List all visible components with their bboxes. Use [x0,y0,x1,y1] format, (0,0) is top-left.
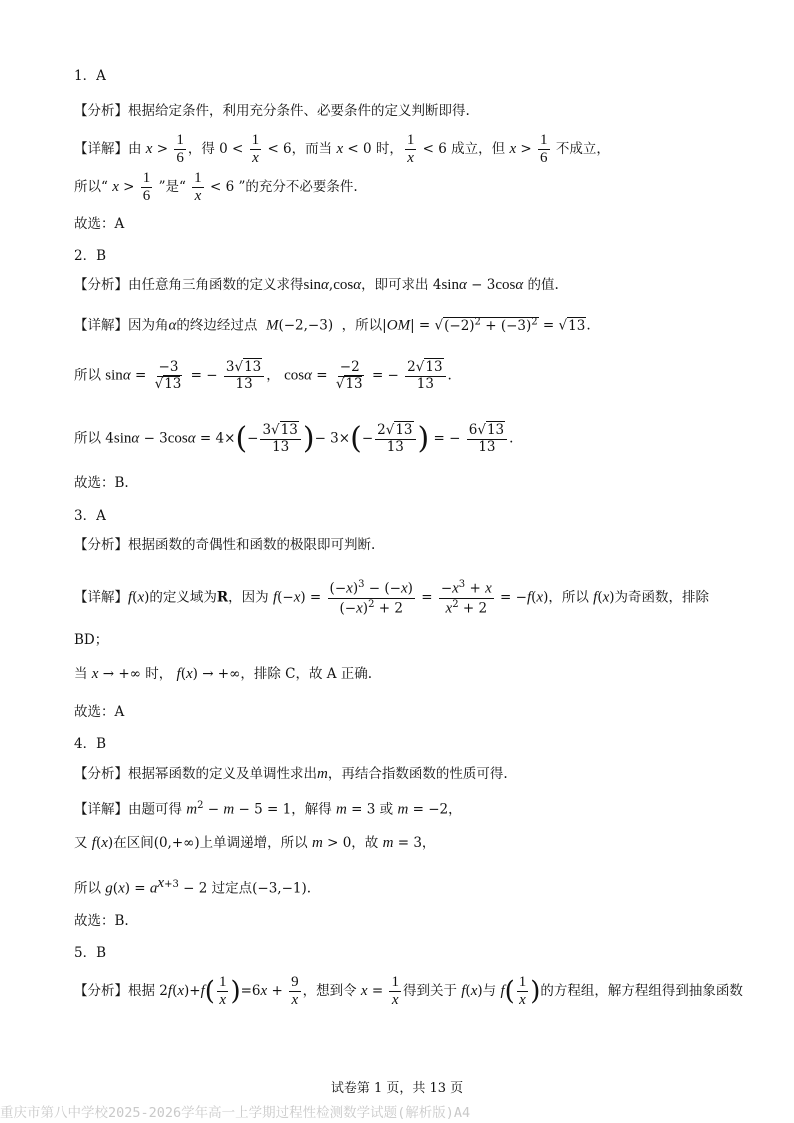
q2-header: 2．B [74,248,107,264]
q1-conclusion: 所以“ x > $\frac{1}{6}$ ”是“ $\frac{1}{x}$ < 6 ”的充分不必要条件. [74,170,358,204]
q3-answer: 故选：A [74,704,125,720]
q2-detail-label: 【详解】 [74,317,128,334]
q4-detail: 【详解】由题可得 $m^2 - m - 5 = 1$，解得 m = 3 或 m = −2， [74,800,462,818]
q1-detail-label: 【详解】 [74,141,128,157]
q1-analysis: 【分析】根据给定条件，利用充分条件、必要条件的定义判断即得. [74,103,470,119]
page-footer: 试卷第 1 页，共 13 页 [330,1081,464,1096]
q2-analysis: 【分析】由任意角三角函数的定义求得sinα,cosα，即可求出 4sinα − 3cosα 的值. [74,277,559,293]
q3-detail-label: 【详解】 [74,589,128,606]
q2-value: 所以 4sinα − 3cosα = 4×(− $\frac{3√13}{13}$ )− 3×(− $\frac{2√13}{13}$ ) = − $\frac{6√13}{13}$ . [74,421,514,456]
q4-point: 所以 $g(x) = a^{x+3} - 2$ 过定点(−3,−1). [74,875,312,897]
q4-header: 4．B [74,736,107,752]
q4-analysis-prefix: 【分析】根据幂函数的定义及单调性求出 [74,766,317,782]
q4-detail-label: 【详解】 [74,801,128,818]
q3-header: 3．A [74,508,106,524]
q5-analysis-prefix: 【分析】根据 [74,983,155,999]
source-watermark: 重庆市第八中学校2025-2026学年高一上学期过程性检测数学试题(解析版)A4 [0,1105,471,1121]
q4-monotone: 又 f(x)在区间(0,+∞)上单调递增，所以 m > 0，故 m = 3， [74,835,436,851]
q3-detail: 【详解】f(x)的定义域为R，因为 f(−x) = $\frac{(-x)^3 - (-x)}{(-x)^2 + 2}$ = $\frac{-x^3 + x}{x^2 + 2}$ = −f(x)，所以 f(x)为奇函数，排除 [74,579,710,616]
q4-answer: 故选：B. [74,913,129,929]
q5-analysis: 【分析】根据 2f(x)+f( $\frac{1}{x}$ )=6x + $\frac{9}{x}$ ，想到令 x = $\frac{1}{x}$ 得到关于 f(x)与 f( $\frac{1}{x}$ )的方程组，解方程组得到抽象函数 [74,974,743,1008]
q1-detail: 【详解】由 x > $\frac{1}{6}$ ，得 0 < $\frac{1}{x}$ < 6，而当 x < 0 时， $\frac{1}{x}$ < 6 成立，但 x > $\frac{1}{6}$ 不成立， [74,132,610,166]
q3-analysis: 【分析】根据函数的奇偶性和函数的极限即可判断. [74,537,376,553]
q5-header: 5．B [74,945,107,961]
q2-answer: 故选：B. [74,475,129,491]
q1-answer: 故选：A [74,216,125,232]
q3-limit: 当 x → +∞ 时， f(x) → +∞，排除 C，故 A 正确. [74,666,373,682]
q4-analysis: 【分析】根据幂函数的定义及单调性求出m，再结合指数函数的性质可得. [74,766,508,782]
q2-detail: 【详解】因为角α的终边经过点 M(−2,−3) ，所以$|OM| = √(-2)^2 + (-3)^2 = √13$. [74,316,591,334]
q2-analysis-prefix: 【分析】由任意角三角函数的定义求得 [74,277,304,293]
q1-conclusion-prefix: 所以“ [74,179,108,195]
q1-header: 1．A [74,68,106,84]
q3-cont: BD； [74,632,109,648]
q2-sin: 所以 sinα = $\frac{-3}{√13}$ = − $\frac{3√13}{13}$ ， cosα = $\frac{-2}{√13}$ = − $\frac{2√13}{13}$ . [74,359,452,392]
